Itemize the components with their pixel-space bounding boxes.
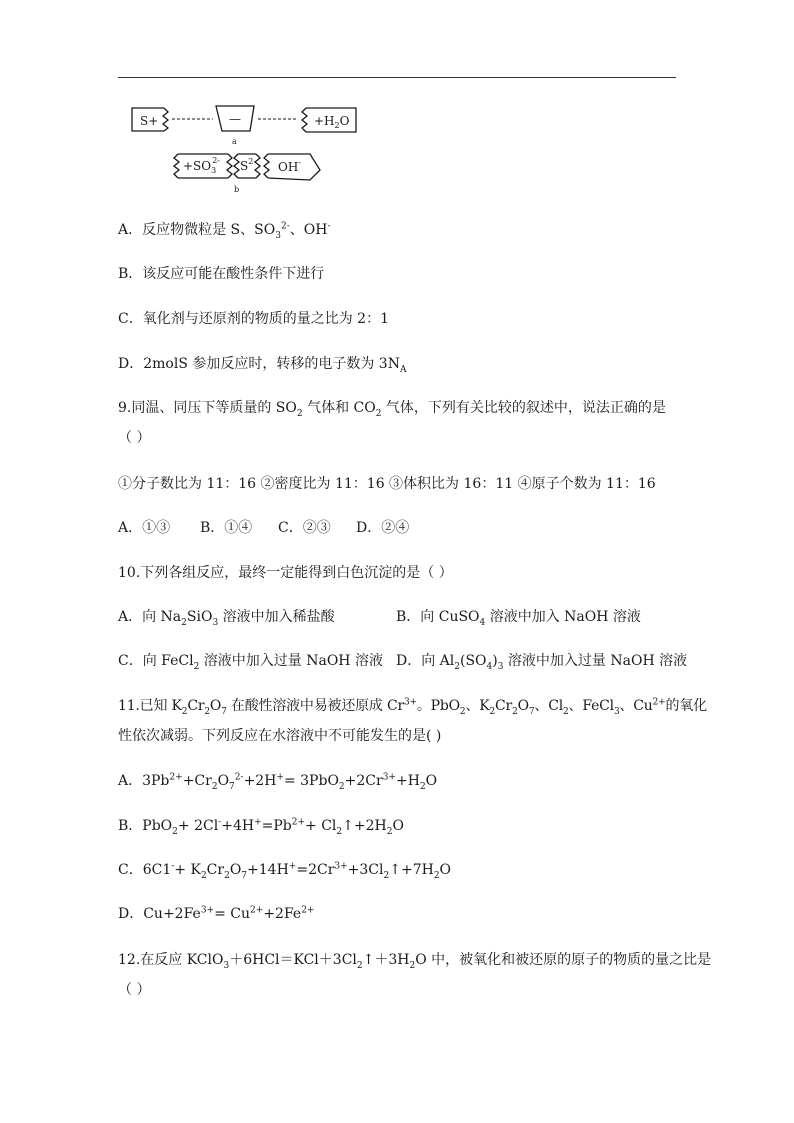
q12-answer-paren: （ ）: [118, 982, 151, 998]
q10-options-row1: [118, 607, 641, 627]
q10-options-row2: [118, 651, 687, 671]
diagram-box-hydroxide: [264, 154, 320, 180]
diagram-box6-sup: -: [298, 158, 302, 167]
q9-stem: 9.同温、同压下等质量的 $SO_2$ 气体和 $CO_2$ 气体，下列有关比较的叙述中，说法正确的是: [118, 400, 666, 419]
diagram-box2-text: —: [229, 112, 241, 126]
q9-statements: ①分子数比为 11：16 ②密度比为 11：16 ③体积比为 16：11 ④原子个数为 11：16: [118, 476, 656, 492]
q12-stem: 12.在反应 $KClO_3+6HCl=KCl+3Cl_2↑+3H_2O$ 中，被氧化和被还原的原子的物质的量之比是: [118, 952, 712, 971]
svg-text:+SO32-: [183, 156, 220, 175]
q10-stem: 10.下列各组反应，最终一定能得到白色沉淀的是（ ）: [118, 565, 453, 581]
diagram-label-b: b: [234, 185, 240, 194]
diagram-box5-sup: 2-: [248, 157, 257, 166]
reaction-diagram: [128, 98, 368, 198]
q11-stem-line2: 性依次减弱。下列反应在水溶液中不可能发生的是( ): [118, 728, 442, 744]
q10-option-d: D．向 $Al_2(SO_4)_3$ 溶液中加入过量 NaOH 溶液: [396, 653, 688, 672]
q8-option-c: C．氧化剂与还原剂的物质的量之比为 2：1: [118, 311, 389, 327]
svg-text:+H2O: [314, 114, 350, 130]
diagram-box-center: [216, 106, 254, 131]
q9-answer-paren: （ ）: [118, 430, 151, 446]
q9-option-b: B．①④: [200, 520, 253, 536]
diagram-box4-sup: 2-: [212, 156, 221, 165]
diagram-box4-main: +SO: [183, 159, 212, 173]
q9-option-d: D．②④: [356, 520, 410, 536]
diagram-box5-main: S: [240, 159, 249, 173]
q11-option-b: B．$PbO_2+ 2Cl^-+4H^+=Pb^{2+}+$ $Cl_2↑+2H_2O$: [118, 817, 404, 837]
q11-option-d: D．$Cu+2Fe^{3+}= Cu^{2+}+2Fe^{2+}$: [118, 905, 315, 922]
diagram-box-water: [302, 108, 356, 132]
diagram-box3-sub: 2: [334, 121, 340, 130]
q11-stem-line1: 11.已知 $K_2Cr_2O_7$ 在酸性溶液中易被还原成 $Cr^{3+}$。PbO$_2$、$K_2Cr_2O_7$、$Cl_2$、FeCl$_3$、$Cu^{2+}$的氧化: [118, 697, 707, 717]
diagram-box6-main: OH: [278, 160, 299, 174]
diagram-box-sulfur: [132, 108, 168, 131]
q9-option-c: C．②③: [278, 520, 331, 536]
q9-options: [118, 518, 409, 538]
svg-text:S2-: [240, 157, 256, 173]
q8-option-a: A．反应物微粒是 S、$SO_3^{2-}$、OH-: [118, 221, 331, 241]
q10-option-b: B．向 CuSO$_4$ 溶液中加入 NaOH 溶液: [396, 609, 641, 628]
diagram-box-sulfide: [234, 154, 260, 178]
diagram-label-a: a: [232, 137, 237, 146]
q10-option-c: C．向 FeCl$_2$ 溶液中加入过量 NaOH 溶液: [118, 653, 383, 672]
diagram-box4-sub: 3: [211, 166, 217, 175]
diagram-box3-main: +H: [314, 114, 335, 128]
q8-option-d: D．2molS 参加反应时，转移的电子数为 $3N_A$: [118, 356, 407, 375]
diagram-box-sulfite: [174, 154, 232, 178]
q11-option-a: A．$3Pb^{2+}+Cr_2O_7^{2-}+2H^+= 3PbO_2+2Cr^{3+}+H_2O$: [118, 772, 438, 792]
q11-option-c: C．$6C1^-+ K_2Cr_2O_7+14H^+=2Cr^{3+}+3Cl_2↑+7H_2O$: [118, 861, 452, 881]
header-rule: [118, 77, 676, 78]
diagram-box1-text: S+: [140, 114, 159, 128]
diagram-box3-tail: O: [339, 114, 350, 128]
q10-option-a: A．向 $Na_2SiO_3$ 溶液中加入稀盐酸: [118, 609, 335, 628]
svg-text:OH-: [278, 158, 301, 174]
q8-option-b: B．该反应可能在酸性条件下进行: [118, 266, 325, 282]
q9-option-a: A．①③: [118, 520, 171, 536]
